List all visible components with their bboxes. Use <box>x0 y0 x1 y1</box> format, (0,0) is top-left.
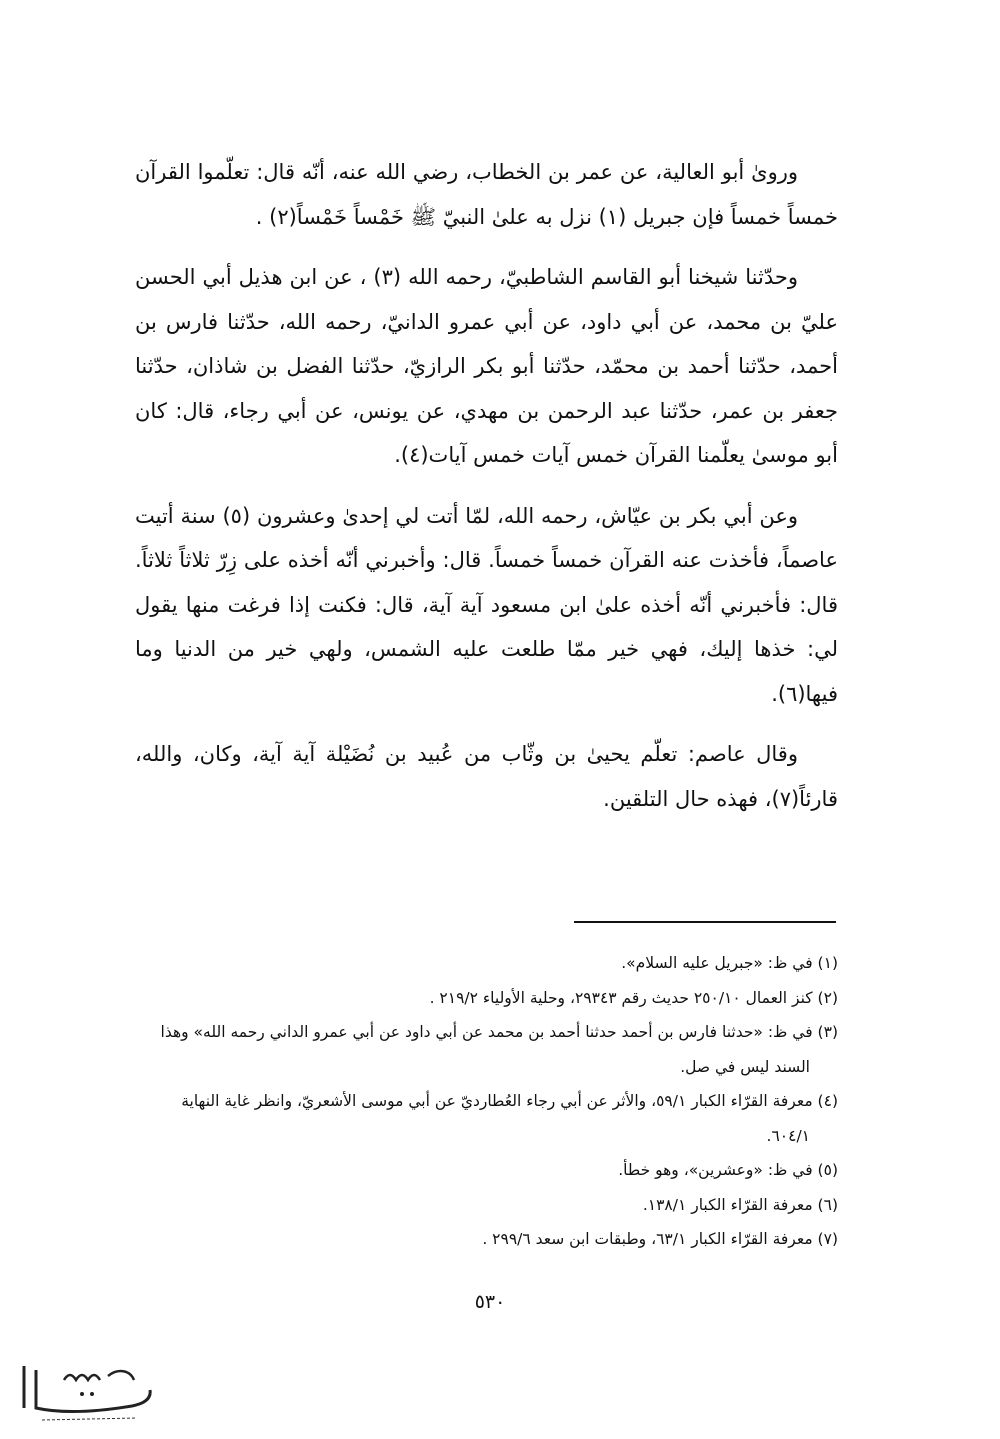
paragraph-4: وقال عاصم: تعلّم يحيىٰ بن وثّاب من عُبيد بن نُضَيْلة آية آية، وكان، والله، قارئاً(٧)، فهذه حال التلقين. <box>135 742 838 811</box>
paragraph-1: وروىٰ أبو العالية، عن عمر بن الخطاب، رضي الله عنه، أنّه قال: تعلّموا القرآن خمساً خمساً فإن جبريل (١) نزل به علىٰ النبيّ ﷺ خَمْساً خَمْساً(٢) . <box>135 160 838 229</box>
library-logo <box>12 1350 162 1432</box>
paragraph-2: وحدّثنا شيخنا أبو القاسم الشاطبيّ، رحمه الله (٣) ، عن ابن هذيل أبي الحسن عليّ بن محمد، عن أبي داود، عن أبي عمرو الدانيّ، رحمه الله، حدّثنا فارس بن أحمد، حدّثنا أحمد بن محمّد، حدّثنا أبو بكر الرازيّ، حدّثنا الفضل بن شاذان، حدّثنا جعفر بن عمر، حدّثنا عبد الرحمن بن مهدي، عن يونس، عن أبي رجاء، قال: كان أبو موسىٰ يعلّمنا القرآن خمس آيات خمس آيات(٤). <box>135 265 838 467</box>
footnote-6: (٦) معرفة القرّاء الكبار ١٣٨/١. <box>642 1195 838 1214</box>
page-number: ٥٣٠ <box>474 1291 506 1313</box>
paragraph-3: وعن أبي بكر بن عيّاش، رحمه الله، لمّا أتت لي إحدىٰ وعشرون (٥) سنة أتيت عاصماً، فأخذت عنه القرآن خمساً خمساً. قال: وأخبرني أنّه أخذه على زِرّ ثلاثاً ثلاثاً. قال: فأخبرني أنّه أخذه علىٰ ابن مسعود آية آية، قال: فكنت إذا فرغت منها يقول لي: خذها إليك، فهي خير ممّا طلعت عليه الشمس، ولهي خير من الدنيا وما فيها(٦). <box>135 503 838 706</box>
footnote-4: (٤) معرفة القرّاء الكبار ٥٩/١، والأثر عن أبي رجاء العُطارديّ عن أبي موسى الأشعريّ، وانظر غاية النهاية ٦٠٤/١. <box>181 1092 838 1145</box>
footnote-5: (٥) في ظ: «وعشرين»، وهو خطأ. <box>618 1161 838 1179</box>
main-text <box>135 150 838 837</box>
footnote-2: (٢) كنز العمال ٢٥٠/١٠ حديث رقم ٢٩٣٤٣، وحلية الأولياء ٢١٩/٢ . <box>429 988 838 1007</box>
footnote-3: (٣) في ظ: «حدثنا فارس بن أحمد حدثنا أحمد بن محمد عن أبي داود عن أبي عمرو الداني رحمه الله» وهذا السند ليس في صل. <box>160 1023 838 1076</box>
footnotes <box>135 946 838 1257</box>
footnote-7: (٧) معرفة القرّاء الكبار ٦٣/١، وطبقات ابن سعد ٢٩٩/٦ . <box>482 1230 838 1248</box>
footnote-divider <box>574 921 836 923</box>
footnote-1: (١) في ظ: «جبريل عليه السلام». <box>621 954 838 972</box>
